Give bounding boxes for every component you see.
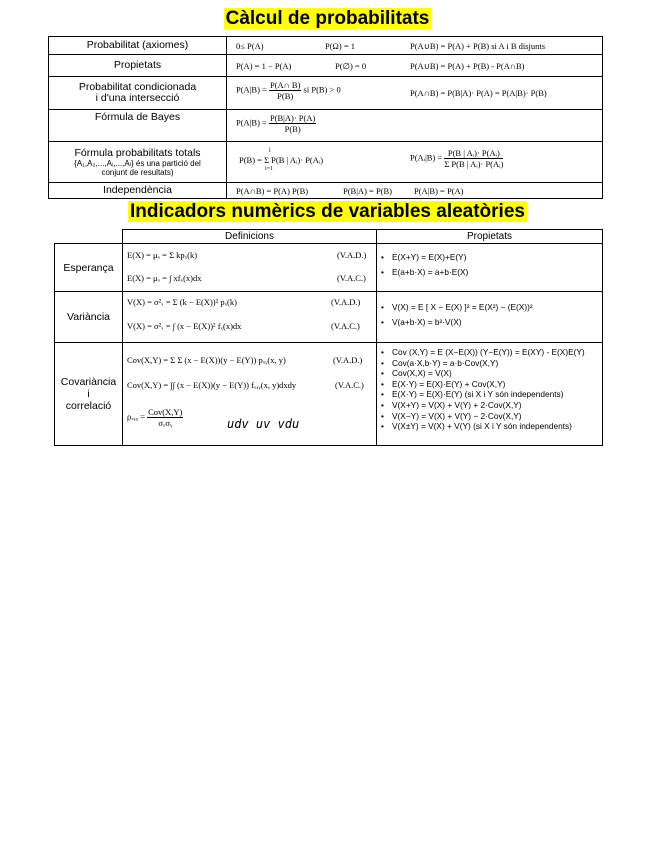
- cond-lhs: P(A|B) =: [236, 84, 267, 95]
- cov-prop: • Cov(a·X,b·Y) = a·b·Cov(X,Y): [381, 358, 585, 369]
- cov-def-1: Cov(X,Y) = Σ Σ (x − E(X))(y − E(Y)) pₓᵧ(x, y): [127, 355, 286, 365]
- variancia-tag-1: (V.A.D.): [331, 297, 361, 307]
- row-esperanca: [55, 244, 603, 292]
- title-indicadors: Indicadors numèrics de variables aleatòries: [130, 201, 525, 222]
- probability-table: [48, 36, 603, 199]
- esperanca-prop: • E(a+b·X) = a+b·E(X): [381, 267, 468, 278]
- variancia-label: Variància: [55, 292, 123, 343]
- cond-label-1: Probabilitat condicionada: [78, 81, 197, 93]
- cov-prop: • Cov(X,X) = V(X): [381, 368, 585, 379]
- indep-1: P(A∩B) = P(A) P(B): [236, 186, 309, 196]
- variancia-def-1: V(X) = σ²ₓ = Σ (k − E(X))² pₓ(k): [127, 297, 237, 307]
- axiom-3: P(A∪B) = P(A) + P(B) si A i B disjunts: [410, 41, 546, 51]
- cov-def-2: Cov(X,Y) = ∫∫ (x − E(X))(y − E(Y)) fₓ,ᵧ(x, y)dxdy: [127, 380, 297, 390]
- cov-prop: • V(X+Y) = V(X) + V(Y) + 2·Cov(X,Y): [381, 400, 585, 411]
- indep-label: Independència: [49, 183, 227, 199]
- total-sum-sub: i=1: [265, 166, 274, 172]
- cov-prop: • Cov (X,Y) = E (X−E(X)) (Y−E(Y)) = E(XY) - E(X)E(Y): [381, 347, 585, 358]
- row-propietats: [49, 55, 603, 77]
- variancia-prop: • V(a+b·X) = b²·V(X): [381, 317, 533, 328]
- total-sum-sup: l: [269, 148, 271, 154]
- variancia-props: [381, 302, 533, 327]
- indep-2: P(B|A) = P(B): [343, 186, 392, 196]
- prop-1: P(A) = 1 − P(A): [236, 61, 292, 71]
- header-definicions: Definicions: [123, 230, 377, 244]
- cov-prop: • V(X±Y) = V(X) + V(Y) (si X i Y són independents): [381, 421, 585, 432]
- bayes-label: Fórmula de Bayes: [49, 110, 227, 142]
- row-total: [49, 142, 603, 183]
- total-label-2: {A₁,A₂,...,Aᵢ,...,Aₗ} és una partició del: [74, 158, 201, 168]
- axiom-1: 0≤ P(A): [236, 41, 264, 51]
- prop-2: P(∅) = 0: [335, 61, 367, 71]
- axioms-label: Probabilitat (axiomes): [49, 37, 227, 55]
- esperanca-tag-1: (V.A.D.): [337, 250, 367, 260]
- bayes-fraction: $\frac{P(B|A)\cdot P(A)}{P(B)}$: [269, 113, 316, 134]
- axiom-2: P(Ω) = 1: [325, 41, 355, 51]
- header-propietats: Propietats: [377, 230, 603, 244]
- handwritten-note: udv uv vdu: [227, 417, 300, 431]
- rho-lhs: ρₓ,ᵧ =: [127, 411, 146, 422]
- row-covariancia: [55, 343, 603, 446]
- prop-3: P(A∪B) = P(A) + P(B) - P(A∩B): [410, 61, 525, 71]
- variancia-def-2: V(X) = σ²ₓ = ∫ (x − E(X))² fₓ(x)dx: [127, 321, 242, 331]
- intersection-formula: P(A∩B) = P(B|A)· P(A) = P(A|B)· P(B): [410, 88, 547, 98]
- cov-label-1: Covariància: [60, 376, 117, 388]
- cond-fraction: $\frac{P(A\cap B)}{P(B)}$: [269, 80, 301, 101]
- cov-tag-2: (V.A.C.): [335, 380, 364, 390]
- cov-prop: • V(X−Y) = V(X) + V(Y) − 2·Cov(X,Y): [381, 411, 585, 422]
- variancia-prop: • V(X) = E [ X − E(X) ]² = E(X²) − (E(X))²: [381, 302, 533, 313]
- indep-3: P(A|B) = P(A): [414, 186, 464, 196]
- cov-label-2: i: [87, 388, 90, 400]
- bayes-total-lhs: P(Aᵢ|B) =: [410, 152, 443, 163]
- props-label: Propietats: [49, 55, 227, 77]
- row-bayes: [49, 110, 603, 142]
- title-probabilitats: Càlcul de probabilitats: [225, 8, 430, 29]
- rho-fraction: $\frac{\text{Cov(X,Y)}}{\text{σₓσᵧ}}$: [148, 407, 183, 428]
- covariancia-props: [381, 347, 585, 432]
- bayes-total-fraction: $\frac{\text{P(B | Aᵢ)· P(Aᵢ)}}{\text{Σ P(B | Aᵢ)· P(Aᵢ)}}$: [444, 148, 504, 169]
- row-axioms: [49, 37, 603, 55]
- total-formula: P(B) = Σ P(B | Aᵢ)· P(Aᵢ): [239, 155, 324, 165]
- indicators-header: [55, 230, 603, 244]
- esperanca-prop: • E(X+Y) = E(X)+E(Y): [381, 252, 468, 263]
- cov-tag-1: (V.A.D.): [333, 355, 363, 365]
- indicators-table: [54, 229, 603, 446]
- row-variancia: [55, 292, 603, 343]
- total-label-3: conjunt de resultats): [101, 167, 174, 177]
- row-independencia: [49, 183, 603, 199]
- cond-condition: si P(B) > 0: [303, 84, 341, 95]
- esperanca-def-2: E(X) = μₓ = ∫ xfₓ(x)dx: [127, 273, 202, 283]
- row-condicionada: [49, 77, 603, 110]
- bayes-lhs: P(A|B) =: [236, 117, 267, 128]
- cov-label-3: correlació: [65, 400, 112, 412]
- cov-prop: • E(X·Y) = E(X)·E(Y) + Cov(X,Y): [381, 379, 585, 390]
- esperanca-label: Esperança: [55, 244, 123, 292]
- esperanca-props: [381, 252, 468, 277]
- total-label-1: Fórmula probabilitats totals: [74, 146, 201, 159]
- cov-prop: • E(X·Y) = E(X)·E(Y) (si X i Y són independents): [381, 389, 585, 400]
- cond-label-2: i d'una intersecció: [95, 92, 180, 104]
- esperanca-def-1: E(X) = μₓ = Σ kpₓ(k): [127, 250, 198, 260]
- variancia-tag-2: (V.A.C.): [331, 321, 360, 331]
- esperanca-tag-2: (V.A.C.): [337, 273, 366, 283]
